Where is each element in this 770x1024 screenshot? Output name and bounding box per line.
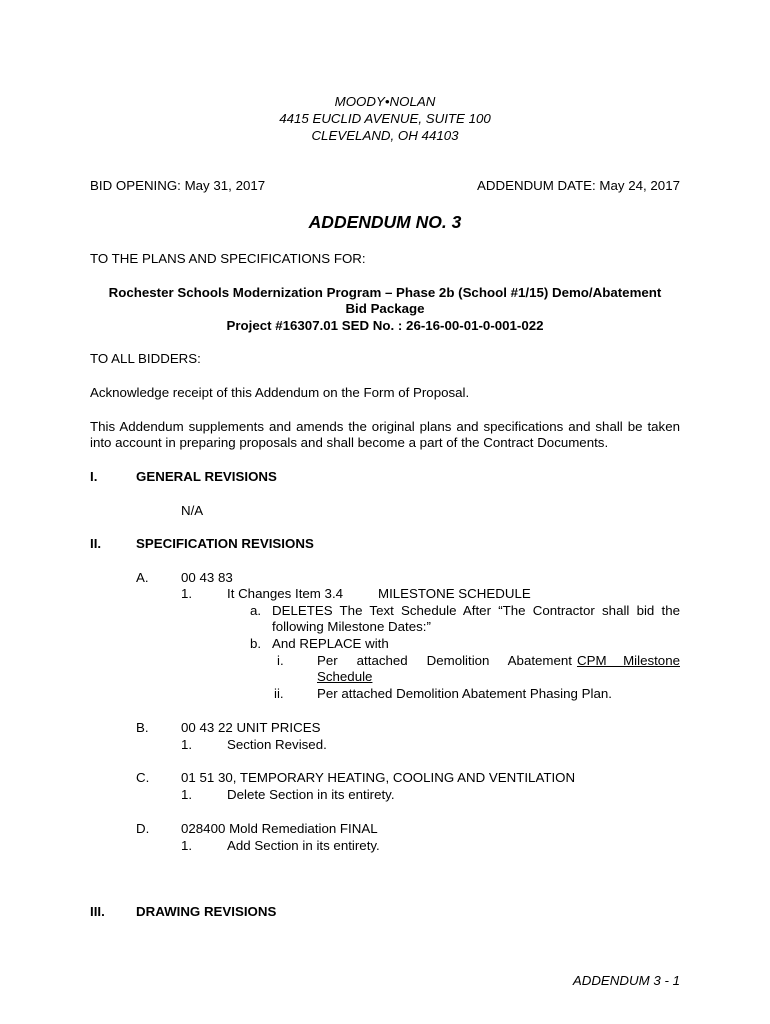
item-a-i-underlined-1: CPM Milestone bbox=[577, 653, 680, 668]
item-c-letter: C. bbox=[136, 770, 150, 785]
item-a-i-text: Per attached Demolition Abatement bbox=[317, 653, 572, 668]
item-b-sub-number: 1. bbox=[181, 737, 193, 752]
item-c-sub-number: 1. bbox=[181, 787, 193, 802]
item-d-letter: D. bbox=[136, 821, 150, 836]
page-footer: ADDENDUM 3 - 1 bbox=[572, 973, 680, 988]
section-2-number: II. bbox=[90, 536, 102, 551]
item-a-code: 00 43 83 bbox=[181, 570, 233, 585]
section-3-number: III. bbox=[90, 904, 105, 919]
item-a-i-label: i. bbox=[277, 653, 284, 668]
section-3-title: DRAWING REVISIONS bbox=[136, 904, 277, 919]
supplement-line-2: into account in preparing proposals and shall become a part of the Contract Documents. bbox=[90, 435, 609, 450]
address-line-1: 4415 EUCLID AVENUE, SUITE 100 bbox=[279, 111, 491, 126]
acknowledge-text: Acknowledge receipt of this Addendum on the Form of Proposal. bbox=[90, 385, 470, 400]
bid-opening: BID OPENING: May 31, 2017 bbox=[90, 178, 266, 193]
supplement-line-1: This Addendum supplements and amends the original plans and specifications and shall be taken bbox=[90, 419, 680, 434]
project-line-1: Rochester Schools Modernization Program – Phase 2b (School #1/15) Demo/Abatement bbox=[108, 285, 662, 300]
item-b-sub-text: Section Revised. bbox=[227, 737, 327, 752]
item-d-title: 028400 Mold Remediation FINAL bbox=[181, 821, 378, 836]
firm-name: MOODY•NOLAN bbox=[334, 94, 436, 109]
address-line-2: CLEVELAND, OH 44103 bbox=[311, 128, 459, 143]
item-a-letter: A. bbox=[136, 570, 149, 585]
section-1-title: GENERAL REVISIONS bbox=[136, 469, 277, 484]
item-d-sub-number: 1. bbox=[181, 838, 193, 853]
item-a-sub-number: 1. bbox=[181, 586, 193, 601]
item-b-title: 00 43 22 UNIT PRICES bbox=[181, 720, 321, 735]
addendum-title: ADDENDUM NO. 3 bbox=[308, 212, 462, 232]
project-line-3: Project #16307.01 SED No. : 26-16-00-01-0-001-022 bbox=[226, 318, 544, 333]
item-a-a-line-2: following Milestone Dates:” bbox=[272, 619, 431, 634]
item-a-b-label: b. bbox=[250, 636, 262, 651]
section-2-title: SPECIFICATION REVISIONS bbox=[136, 536, 314, 551]
item-c-sub-text: Delete Section in its entirety. bbox=[227, 787, 395, 802]
project-line-2: Bid Package bbox=[345, 301, 425, 316]
item-a-i-underlined-2: Schedule bbox=[317, 669, 373, 684]
item-a-a-line-1: DELETES The Text Schedule After “The Contractor shall bid the bbox=[272, 603, 680, 618]
item-a-ii-text: Per attached Demolition Abatement Phasing Plan. bbox=[317, 686, 612, 701]
item-d-sub-text: Add Section in its entirety. bbox=[227, 838, 380, 853]
item-b-letter: B. bbox=[136, 720, 149, 735]
to-plans: TO THE PLANS AND SPECIFICATIONS FOR: bbox=[90, 251, 366, 266]
to-all-bidders: TO ALL BIDDERS: bbox=[90, 351, 201, 366]
item-c-title: 01 51 30, TEMPORARY HEATING, COOLING AND VENTILATION bbox=[181, 770, 576, 785]
section-1-number: I. bbox=[90, 469, 98, 484]
addendum-date: ADDENDUM DATE: May 24, 2017 bbox=[477, 178, 680, 193]
item-a-sub-title: MILESTONE SCHEDULE bbox=[378, 586, 531, 601]
item-a-ii-label: ii. bbox=[274, 686, 284, 701]
item-a-b-text: And REPLACE with bbox=[272, 636, 389, 651]
item-a-sub-text: It Changes Item 3.4 bbox=[227, 586, 344, 601]
section-1-body: N/A bbox=[181, 503, 204, 518]
item-a-a-label: a. bbox=[250, 603, 262, 618]
